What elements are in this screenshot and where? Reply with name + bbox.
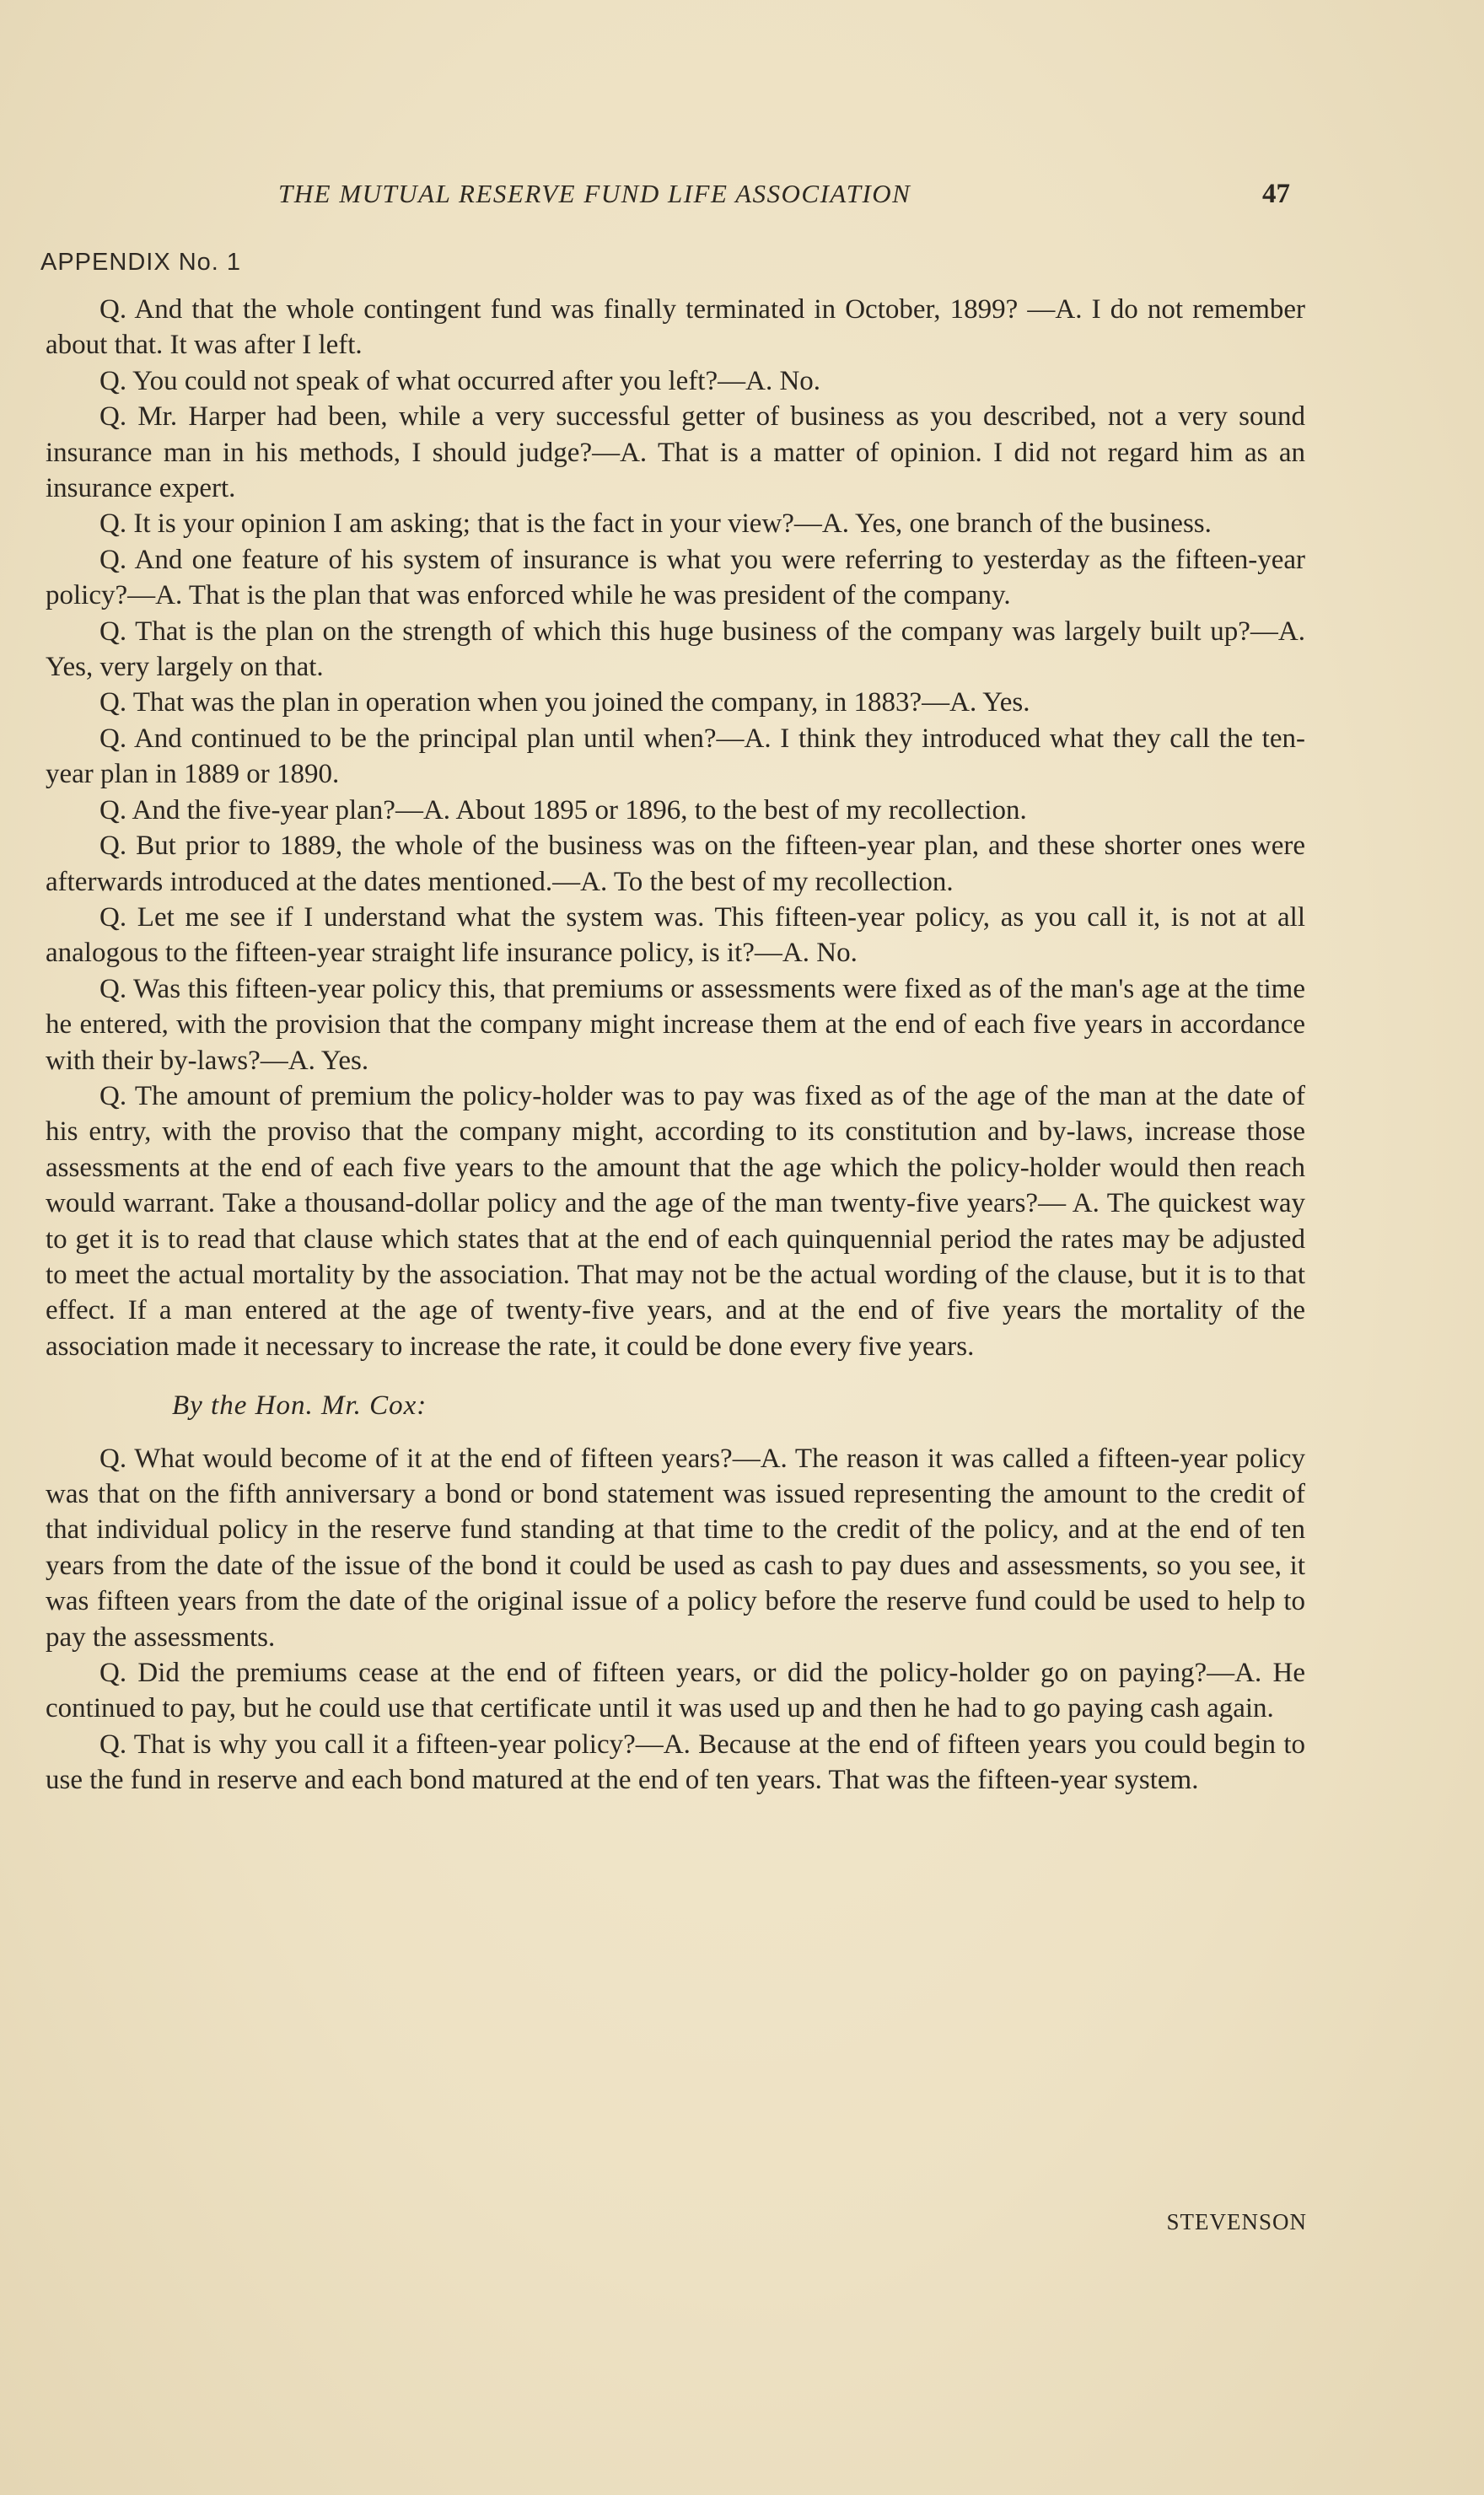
paragraph: Q. It is your opinion I am asking; that is the fact in your view?—A. Yes, one branch of the business. xyxy=(99,508,1212,540)
paragraph: Q. And continued to be the principal plan until when?—A. I think they introduced what they call the ten-year plan in 1889 or 1890. xyxy=(46,723,1305,790)
paragraph: Q. And the five-year plan?—A. About 1895 or 1896, to the best of my recollection. xyxy=(99,794,1027,825)
body-text xyxy=(46,292,1305,1799)
paragraph: Q. What would become of it at the end of fifteen years?—A. The reason it was called a fifteen-year policy was that on the fifth anniversary a bond or bond statement was issued representing the amount to the credit of that individual policy in the reserve fund standing at that time to the credit of the policy, and at the end of ten years from the date of the issue of the bond it could be used as cash to pay dues and assessments, so you see, it was fifteen years from the date of the original issue of a policy before the reserve fund could be used to help to pay the assessments. xyxy=(46,1443,1305,1653)
paragraph: Q. Let me see if I understand what the system was. This fifteen-year policy, as you call it, is not at all analogous to the fifteen-year straight life insurance policy, is it?—A. No. xyxy=(46,901,1305,969)
running-title: THE MUTUAL RESERVE FUND LIFE ASSOCIATION xyxy=(278,179,911,208)
running-header xyxy=(51,179,1290,219)
page-number: 47 xyxy=(1262,179,1290,209)
paragraph: Q. Was this fifteen-year policy this, that premiums or assessments were fixed as of the man's age at the time he entered, with the provision that the company might increase them at the end of each five years in accordance with their by-laws?—A. Yes. xyxy=(46,973,1305,1076)
section-heading: By the Hon. Mr. Cox: xyxy=(172,1390,427,1422)
paragraph: Q. Mr. Harper had been, while a very successful getter of business as you described, not a very sound insurance man in his methods, I should judge?—A. That is a matter of opinion. I did not regard him as an insurance expert. xyxy=(46,401,1305,504)
paragraph: Q. That is why you call it a fifteen-year policy?—A. Because at the end of fifteen years you could begin to use the fund in reserve and each bond matured at the end of ten years. That was the fifteen-year system. xyxy=(46,1729,1305,1796)
paragraph: Q. Did the premiums cease at the end of fifteen years, or did the policy-holder go on paying?—A. He continued to pay, but he could use that certificate until it was used up and then he had to go paying cash again. xyxy=(46,1658,1305,1724)
paragraph: Q. That was the plan in operation when you joined the company, in 1883?—A. Yes. xyxy=(99,687,1030,718)
paragraph: Q. You could not speak of what occurred after you left?—A. No. xyxy=(99,365,821,396)
paragraph: Q. But prior to 1889, the whole of the business was on the fifteen-year plan, and these shorter ones were afterwards introduced at the dates mentioned.—A. To the best of my recollection. xyxy=(46,831,1305,897)
paragraph: Q. The amount of premium the policy-holder was to pay was fixed as of the age of the man at the date of his entry, with the proviso that the company might, according to its constitution and by-laws, increase those assessments at the end of each five years to the amount that the age which the policy-holder would then reach would warrant. Take a thousand-dollar policy and the age of the man twenty-five years?— A. The quickest way to get it is to read that clause which states that at the end of each quinquennial period the rates may be adjusted to meet the actual mortality by the association. That may not be the actual wording of the clause, but it is to that effect. If a man entered at the age of twenty-five years, and at the end of five years the mortality of the association made it necessary to increase the rate, it could be done every five years. xyxy=(46,1080,1305,1362)
paragraph: Q. That is the plan on the strength of which this huge business of the company was largely built up?—A. Yes, very largely on that. xyxy=(46,616,1305,683)
appendix-label: APPENDIX No. 1 xyxy=(40,249,242,276)
paragraph: Q. And one feature of his system of insurance is what you were referring to yesterday as the fifteen-year policy?—A. That is the plan that was enforced while he was president of the company. xyxy=(46,544,1305,611)
paragraph: Q. And that the whole contingent fund was finally terminated in October, 1899? —A. I do not remember about that. It was after I left. xyxy=(46,294,1305,361)
catchword: STEVENSON xyxy=(1166,2209,1307,2234)
